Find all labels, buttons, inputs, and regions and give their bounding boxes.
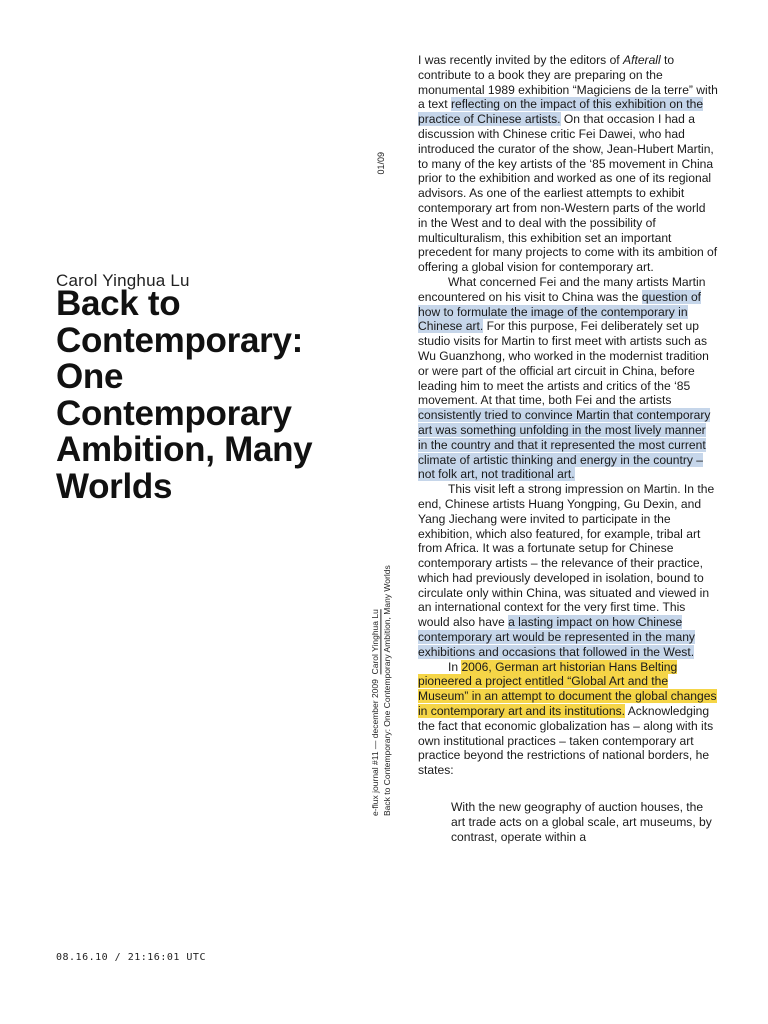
page-number: 01/09 — [376, 152, 386, 175]
text-run: What concerned Fei and the many artists Martin encountered on his visit to China was the — [418, 274, 706, 304]
text-run: Acknowledging the fact that economic globalization has – along with its own institutional practices – taken contemporary art practice beyond the restrictions of national borders, he states: — [418, 704, 714, 778]
paragraph — [418, 53, 718, 275]
text-run: This visit left a strong impression on Martin. In the end, Chinese artists Huang Yongping, Gu Dexin, and Yang Jiechang were invited to participate in the exhibition, which also featured, for example, tribal art from Africa. It was a fortunate setup for Chinese contemporary artists – the relevance of their practice, which had previously developed in isolation, bound to circulate only within China, was situated and viewed in an international context for the very first time. This would also have — [418, 482, 715, 630]
text-run: to contribute to a book they are preparing on the monumental 1989 exhibition “Magiciens de la terre” with a text — [418, 53, 718, 112]
title-line: Back to — [56, 284, 181, 323]
block-quote: With the new geography of auction houses, the art trade acts on a global scale, art museums, by contrast, operate within a — [451, 800, 712, 844]
paragraph — [418, 275, 718, 482]
title-line: Ambition, Many — [56, 430, 313, 469]
highlight-blue: question of how to formulate the image of the contemporary in Chinese art. — [418, 289, 702, 334]
text-run: In — [448, 659, 462, 674]
title-line: Contemporary: — [56, 320, 303, 360]
article-body — [418, 53, 718, 844]
highlight-yellow: 2006, German art historian Hans Belting pioneered a project entitled “Global Art and the Museum” in an attempt to document the global changes in contemporary art and its institutions. — [418, 659, 717, 719]
title-line: Contemporary — [56, 393, 292, 433]
highlight-blue: consistently tried to convince Martin that contemporary art was something unfolding in the most lively manner in the country and that it represented the most current climate of artistic thinking and energy in the country – not folk art, not traditional art. — [418, 408, 711, 482]
highlight-blue: reflecting on the impact of this exhibition on the practice of Chinese artists. — [418, 97, 704, 127]
text-run: For this purpose, Fei deliberately set up studio visits for Martin to first meet with artists such as Wu Guanzhong, who worked in the modernist tradition or were part of the official art circuit in China, before leading him to meet the artists and critics of the ‘85 movement. At that time, both Fei and the artists — [418, 319, 709, 408]
timestamp: 08.16.10 / 21:16:01 UTC — [56, 952, 206, 963]
title-line: One — [56, 357, 124, 396]
publication-title: Afterall — [623, 53, 661, 67]
paragraph — [418, 660, 718, 778]
author-name: Carol Yinghua Lu — [56, 271, 190, 290]
text-run: On that occasion I had a discussion with Chinese critic Fei Dawei, who had introduced the curator of the show, Jean-Hubert Martin, to many of the key artists of the ‘85 movement in China prior to the exhibition and worked as one of its regional advisors. As one of the earliest attempts to exhibit contemporary art from non-Western parts of the world in the West and to deal with the possibility of multiculturalism, this exhibition set an important precedent for many projects to come with its ambition of offering a global vision for contemporary art. — [418, 112, 718, 275]
spine-author: Carol Yinghua Lu — [370, 609, 380, 675]
paragraph — [418, 482, 718, 660]
spine-line-1 — [369, 520, 381, 816]
title-line: Worlds — [56, 466, 173, 506]
spine-caption — [369, 520, 397, 816]
spine-article-title: Back to Contemporary: One Contemporary Ambition, Many Worlds — [382, 565, 392, 816]
highlight-blue: a lasting impact on how Chinese contemporary art would be represented in the many exhibitions and occasions that followed in the West. — [418, 615, 695, 659]
article-title — [56, 286, 356, 505]
text-run: I was recently invited by the editors of — [418, 53, 624, 67]
journal-issue: e-flux journal #11 — december 2009 — [370, 679, 380, 816]
